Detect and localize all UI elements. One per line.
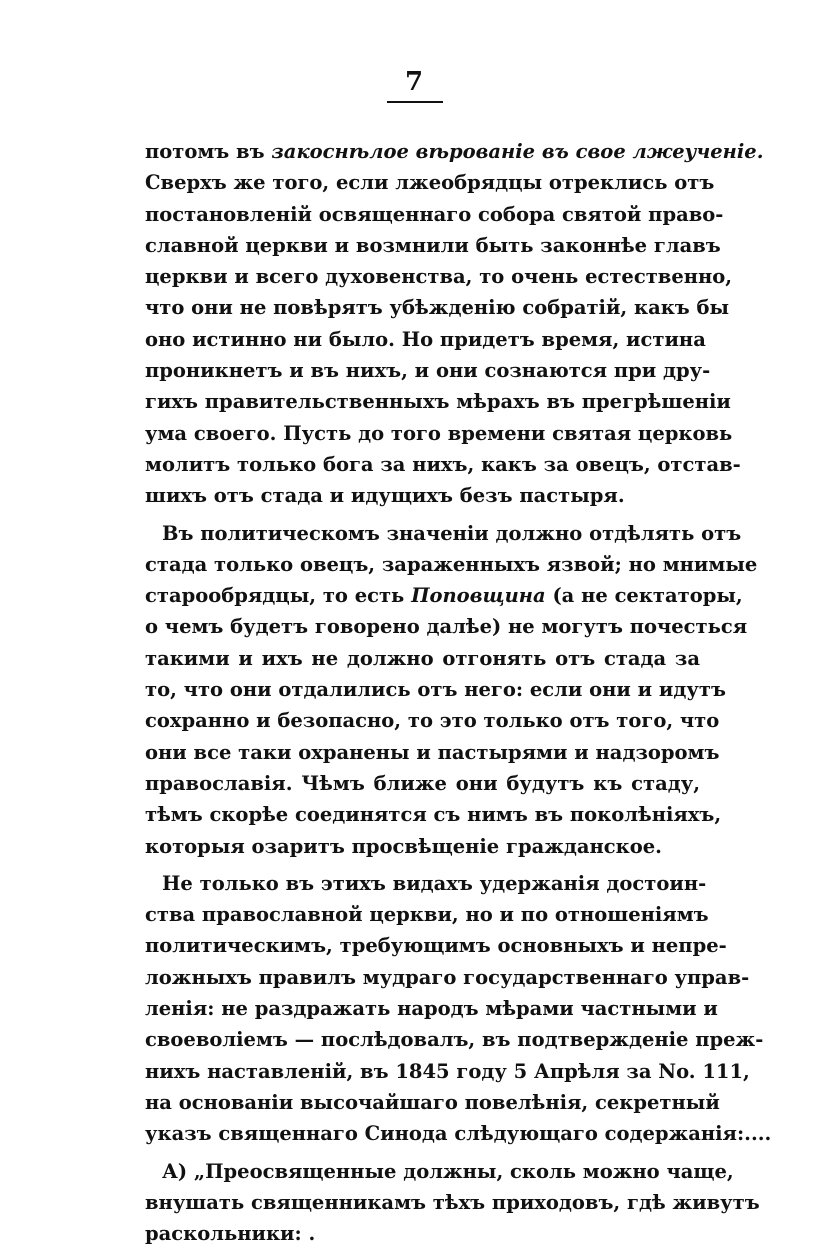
text-line [145,993,700,1024]
italic-emphasis: Поповщина [411,584,546,607]
page-number: 7 [382,66,446,98]
line-text: гихъ правительственныхъ мѣрахъ въ прегрѣшеніи [145,390,731,413]
paragraph [145,518,700,862]
text-line [145,230,700,261]
paragraph [145,136,700,512]
line-text: ленія: не раздражать народъ мѣрами частными и [145,997,718,1020]
line-text: старообрядцы, то есть [145,584,411,607]
text-line [145,611,700,642]
text-line [145,449,700,480]
text-line [145,705,700,736]
line-text: шихъ отъ стада и идущихъ безъ пастыря. [145,484,625,507]
line-text: постановленій освященнаго собора святой право- [145,203,723,226]
line-text: стада только овецъ, зараженныхъ язвой; но мнимые [145,553,757,576]
line-text: ложныхъ правилъ мудраго государственнаго управ- [145,966,749,989]
text-line [145,1087,700,1118]
text-line [145,324,700,355]
text-line [145,167,700,198]
text-line [145,1218,700,1249]
text-line [145,962,700,993]
text-line [145,1187,700,1218]
line-text: то, что они отдалились отъ него: если они и идутъ [145,678,726,701]
text-line [145,386,700,417]
line-text: что они не повѣрятъ убѣжденію собратій, какъ бы [145,296,729,319]
line-text: на основаніи высочайшаго повелѣнія, секретный [145,1091,720,1114]
text-line [145,1056,700,1087]
text-line [145,1156,700,1187]
text-line [145,136,700,167]
line-text: церкви и всего духовенства, то очень естественно, [145,265,732,288]
line-text: Сверхъ же того, если лжеобрядцы отреклись отъ [145,171,714,194]
line-text: политическимъ, требующимъ основныхъ и непре- [145,934,727,957]
text-line [145,292,700,323]
line-text: славной церкви и возмнили быть законнѣе главъ [145,234,721,257]
text-line [145,899,700,930]
line-text: указъ священнаго Синода слѣдующаго содержанія:.... [145,1122,771,1145]
text-line [145,831,700,862]
line-text: раскольники: . [145,1222,315,1245]
line-text: Въ политическомъ значеніи должно отдѣлять отъ [162,522,741,545]
line-text: о чемъ будетъ говорено далѣе) не могутъ почесться [145,615,747,638]
text-line [145,674,700,705]
line-text: которыя озаритъ просвѣщеніе гражданское. [145,835,662,858]
line-text: сохранно и безопасно, то это только отъ того, что [145,709,719,732]
line-text: Не только въ этихъ видахъ удержанія достоин- [162,872,706,895]
line-text: А) „Преосвященные должны, сколь можно чаще, [162,1160,734,1183]
text-line [145,643,700,674]
text-line [145,549,700,580]
text-line [145,868,700,899]
line-text: тѣмъ скорѣе соединятся съ нимъ въ поколѣніяхъ, [145,803,721,826]
line-text: оно истинно ни было. Но придетъ время, истина [145,328,706,351]
line-text: проникнетъ и въ нихъ, и они сознаются при дру- [145,359,710,382]
text-line [145,480,700,511]
line-text: (а не сектаторы, [546,584,743,607]
line-text: внушать священникамъ тѣхъ приходовъ, гдѣ живутъ [145,1191,760,1214]
line-text: молитъ только бога за нихъ, какъ за овецъ, отстав- [145,453,741,476]
line-text: потомъ въ [145,140,271,163]
text-line [145,261,700,292]
line-text: они все таки охранены и пастырями и надзоромъ [145,741,719,764]
line-text: православія. Чѣмъ ближе они будутъ къ стаду, [145,772,700,795]
paragraph [145,868,700,1150]
text-line [145,355,700,386]
page-number-rule [387,101,443,103]
text-line [145,518,700,549]
text-line [145,1118,700,1149]
text-line [145,768,700,799]
text-line [145,930,700,961]
italic-emphasis: закоснѣлое вѣрованіе въ свое лжеученіе. [271,140,763,163]
paragraph [145,1156,700,1249]
line-text: ства православной церкви, но и по отношеніямъ [145,903,709,926]
text-line [145,799,700,830]
text-line [145,418,700,449]
line-text: ума своего. Пусть до того времени святая церковь [145,422,732,445]
line-text: своеволіемъ — послѣдовалъ, въ подтвержденіе преж- [145,1028,763,1051]
text-line [145,580,700,611]
text-line [145,1024,700,1055]
text-line [145,199,700,230]
body-text [145,136,700,1249]
line-text: такими и ихъ не должно отгонять отъ стада за [145,647,700,670]
text-line [145,737,700,768]
line-text: нихъ наставленій, въ 1845 году 5 Апрѣля за No. 111, [145,1060,750,1083]
